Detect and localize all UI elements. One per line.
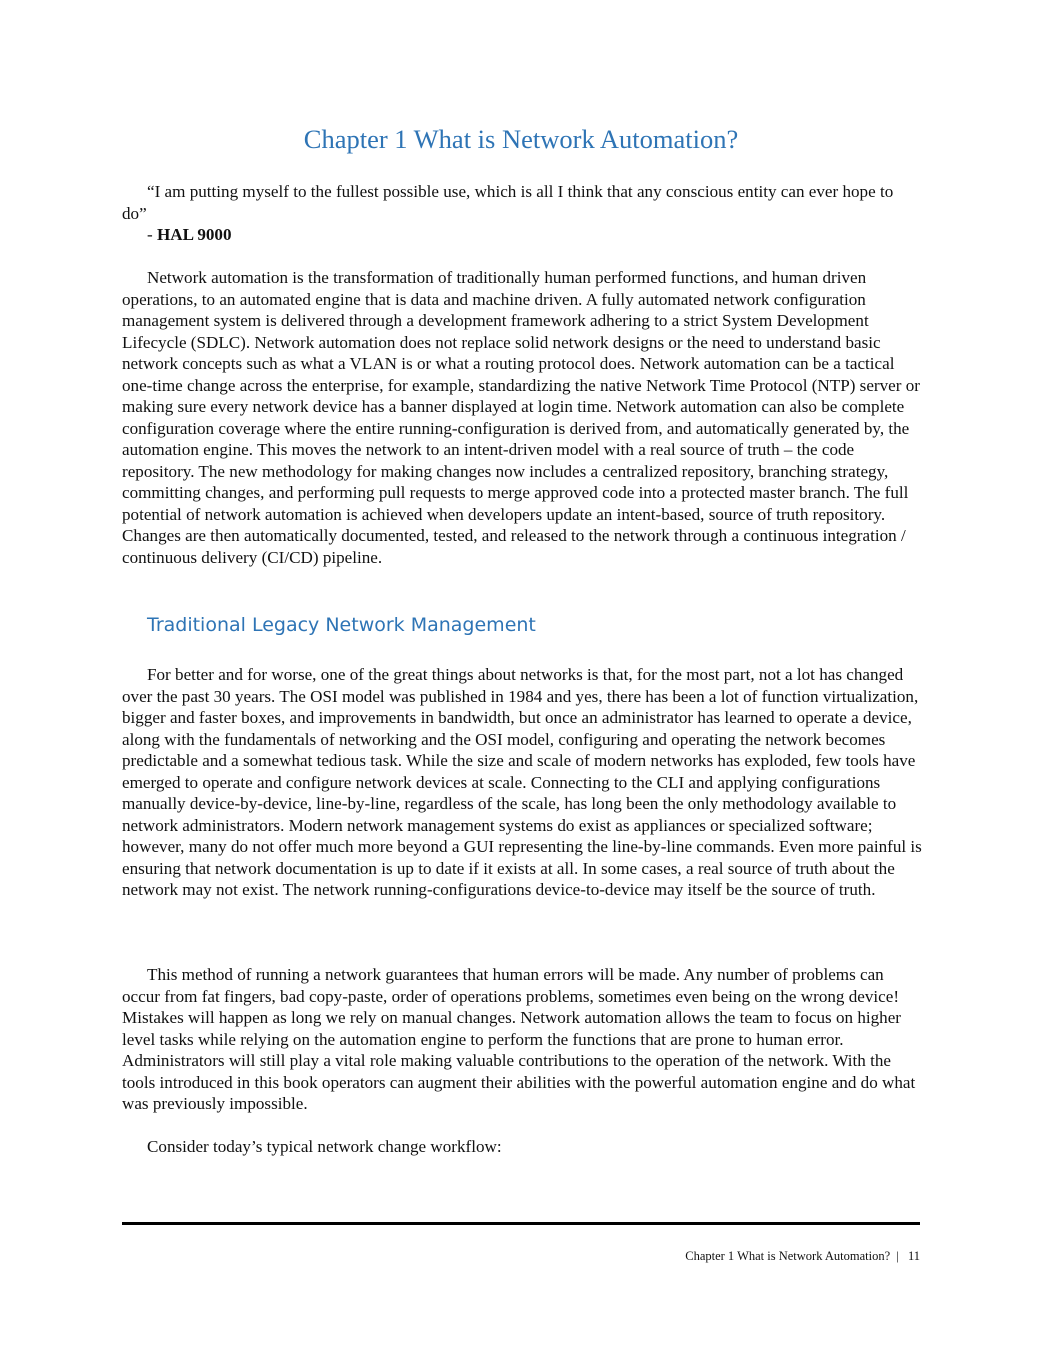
chapter-title: Chapter 1 What is Network Automation? [303,124,739,154]
attribution-dash: - [147,225,157,244]
footer-running-title: Chapter 1 What is Network Automation? [685,1249,891,1263]
human-error-paragraph: This method of running a network guarantees that human errors will be made. Any number of problems can occur from fat fingers, bad copy-paste, order of operations problems, sometimes even being on the wrong device! Mistakes will happen as long we rely on manual changes. Network automation allows the team to focus on higher level tasks while relying on the automation engine to perform the functions that are prone to human error. Administrators will still play a vital role making valuable contributions to the operation of the network. With the tools introduced in this book operators can augment their abilities with the powerful automation engine and do what was previously impossible. [122,965,916,1113]
footer-separator: | [896,1249,899,1263]
section-heading: Traditional Legacy Network Management [147,614,536,636]
intro-paragraph: Network automation is the transformation of traditionally human performed functions, and human driven operations, to an automated engine that is data and machine driven. A fully automated network configuration management system is delivered through a development framework adhering to a strict System Development Lifecycle (SDLC). Network automation does not replace solid network designs or the need to understand basic network concepts such as what a VLAN is or what a routing protocol does. Network automation can be a tactical one-time change across the enterprise, for example, standardizing the native Network Time Protocol (NTP) server or making sure every network device has a banner displayed at login time. Network automation can also be complete configuration coverage where the entire running-configuration is derived from, and automatically generated by, the automation engine. This moves the network to an intent-driven model with a real source of truth – the code repository. The new methodology for making changes now includes a centralized repository, branching strategy, committing changes, and performing pull requests to merge approved code into a protected master branch. The full potential of network automation is achieved when developers update an intent-based, source of truth repository. Changes are then automatically documented, tested, and released to the network through a continuous integration / continuous delivery (CI/CD) pipeline. [122,268,920,567]
page-number: 11 [907,1249,920,1263]
workflow-paragraph: Consider today’s typical network change workflow: [147,1137,502,1156]
document-page [122,0,920,1347]
footer-rule [122,1222,920,1225]
epigraph-quote: “I am putting myself to the fullest possible use, which is all I think that any conscious entity can ever hope to do” [122,182,894,223]
epigraph-author: HAL 9000 [156,225,232,244]
epigraph-attribution [122,224,920,246]
legacy-paragraph: For better and for worse, one of the great things about networks is that, for the most part, not a lot has changed over the past 30 years. The OSI model was published in 1984 and yes, there has been a lot of function virtualization, bigger and faster boxes, and improvements in bandwidth, but once an administrator has learned to operate a device, along with the fundamentals of networking and the OSI model, configuring and operating the network becomes predictable and a somewhat tedious task. While the size and scale of modern networks has exploded, few tools have emerged to operate and configure network devices at scale. Connecting to the CLI and applying configurations manually device-by-device, line-by-line, regardless of the scale, has long been the only methodology available to network administrators. Modern network management systems do exist as appliances or specialized software; however, many do not offer much more beyond a GUI representing the line-by-line commands. Even more painful is ensuring that network documentation is up to date if it exists at all. In some cases, a real source of truth about the network may not exist. The network running-configurations device-to-device may itself be the source of truth. [122,665,922,899]
page-footer [685,1248,920,1264]
